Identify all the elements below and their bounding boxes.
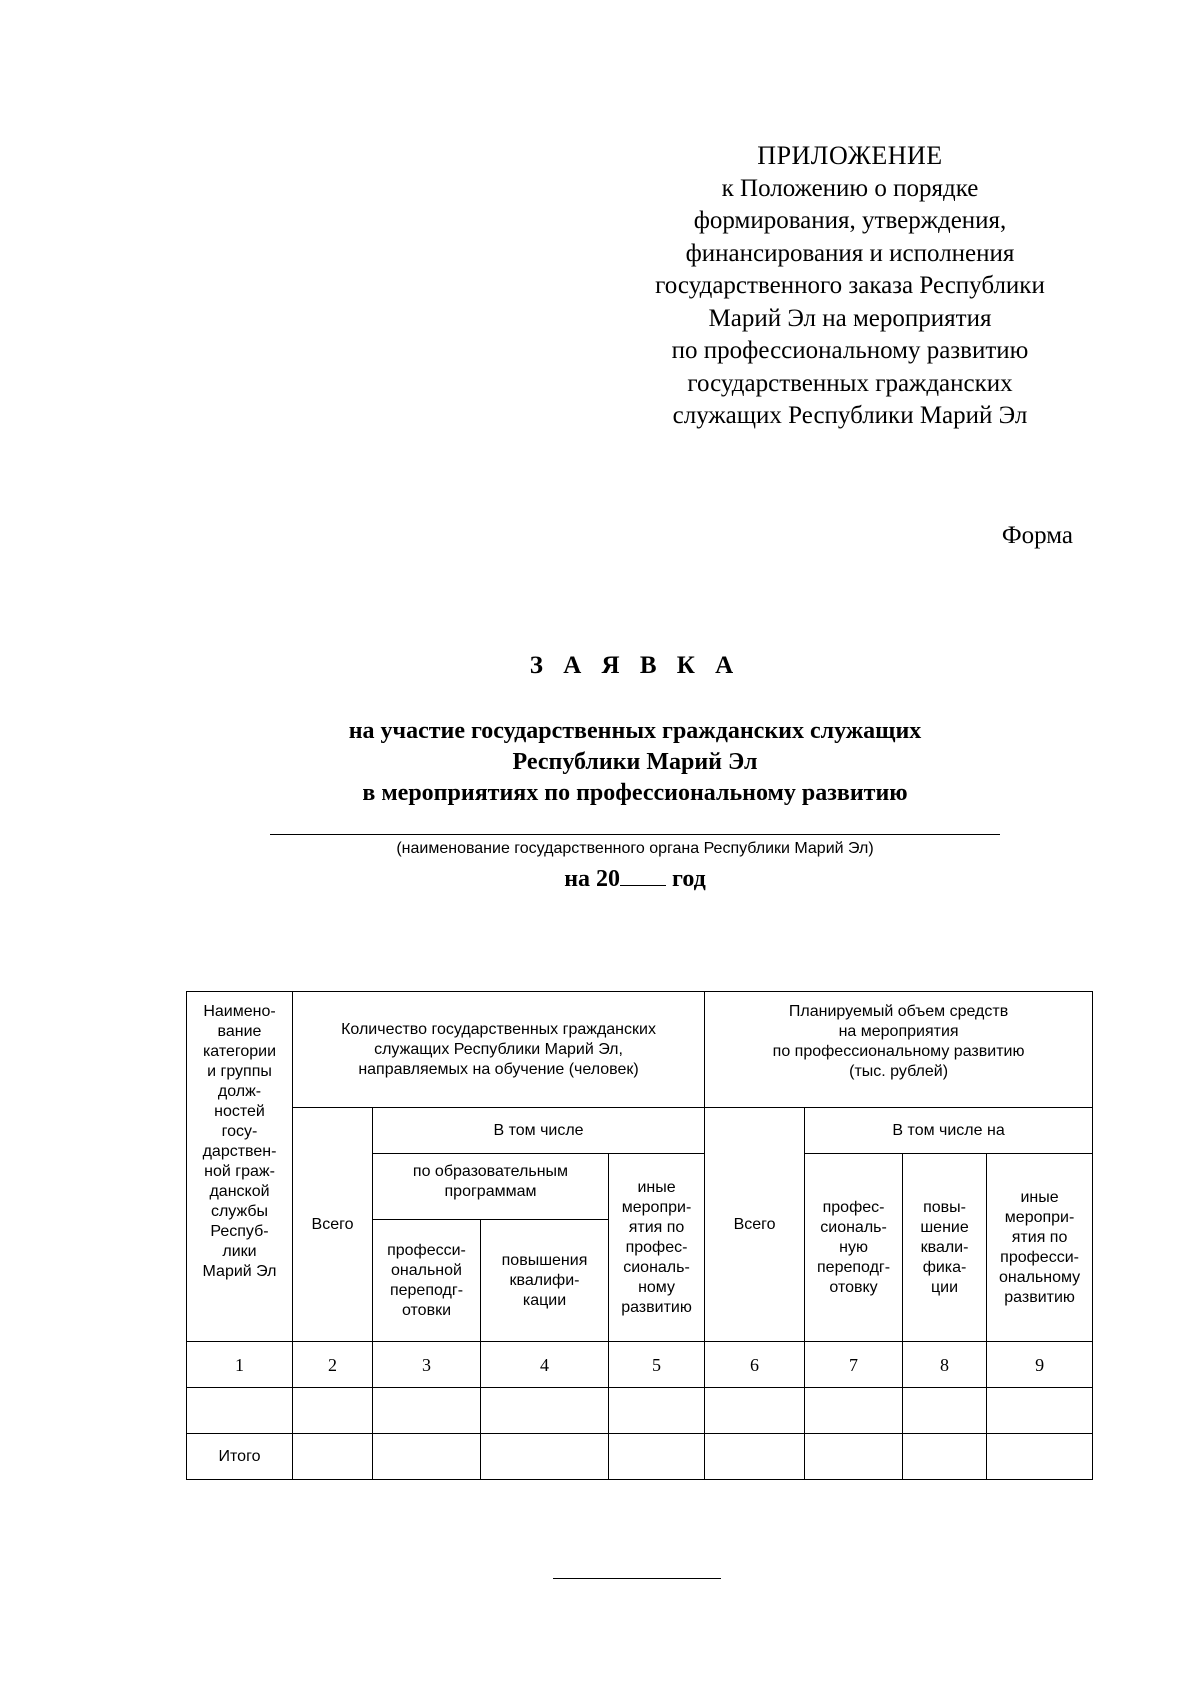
appendix-line: формирования, утверждения, xyxy=(693,207,1007,234)
table-cell[interactable] xyxy=(805,1434,903,1480)
year-prefix: на 20 xyxy=(564,866,621,892)
table-cell[interactable] xyxy=(903,1434,987,1480)
end-divider xyxy=(553,1578,721,1579)
org-name-caption: (наименование государственного органа Республики Марий Эл) xyxy=(396,840,874,857)
table-cell[interactable] xyxy=(805,1388,903,1434)
subtitle-line: на участие государственных гражданских служащих xyxy=(348,718,922,744)
header-qualification-count: повышения квалифи- кации xyxy=(481,1220,609,1342)
table-cell[interactable] xyxy=(705,1388,805,1434)
appendix-line: по профессиональному развитию xyxy=(671,337,1029,364)
table-cell[interactable] xyxy=(293,1388,373,1434)
column-number-row xyxy=(187,1342,1093,1388)
subtitle-line: Республики Марий Эл xyxy=(512,749,758,775)
column-number: 2 xyxy=(293,1342,373,1388)
column-number: 9 xyxy=(987,1342,1093,1388)
appendix-line: государственного заказа Республики xyxy=(655,272,1045,299)
application-table xyxy=(186,991,1093,1480)
column-number: 7 xyxy=(805,1342,903,1388)
column-number: 4 xyxy=(481,1342,609,1388)
header-retraining-funds: профес- сиональ- ную переподг- отовку xyxy=(805,1154,903,1342)
document-title: З А Я В К А xyxy=(529,652,741,679)
form-label: Форма xyxy=(1001,522,1073,549)
total-row-label: Итого xyxy=(187,1434,293,1480)
header-qualification-funds: повы- шение квали- фика- ции xyxy=(903,1154,987,1342)
table-cell[interactable] xyxy=(481,1434,609,1480)
document-subtitle xyxy=(0,716,1200,809)
column-number: 6 xyxy=(705,1342,805,1388)
header-planned-funds: Планируемый объем средств на мероприятия по профессиональному развитию (тыс. рублей) xyxy=(705,992,1093,1108)
table-cell[interactable] xyxy=(987,1388,1093,1434)
header-total-count: Всего xyxy=(293,1108,373,1342)
appendix-line: к Положению о порядке xyxy=(721,174,979,202)
appendix-line: государственных гражданских xyxy=(687,369,1013,397)
table-cell[interactable] xyxy=(903,1388,987,1434)
header-including: В том числе xyxy=(373,1108,705,1154)
year-line xyxy=(0,866,1200,893)
table-cell[interactable] xyxy=(293,1434,373,1480)
table-cell[interactable] xyxy=(187,1388,293,1434)
appendix-line: Марий Эл на мероприятия xyxy=(708,304,992,332)
appendix-line: служащих Республики Марий Эл xyxy=(672,402,1028,429)
appendix-block xyxy=(630,140,1070,433)
header-other-events-count: иные меропри- ятия по профес- сиональ- ному развитию xyxy=(609,1154,705,1342)
header-total-funds: Всего xyxy=(705,1108,805,1342)
table-cell[interactable] xyxy=(609,1388,705,1434)
column-number: 1 xyxy=(187,1342,293,1388)
appendix-line: финансирования и исполнения xyxy=(685,239,1015,267)
header-other-events-funds: иные меропри- ятия по професси- ональному развитию xyxy=(987,1154,1093,1342)
header-retraining-count: професси- ональной переподг- отовки xyxy=(373,1220,481,1342)
column-number: 8 xyxy=(903,1342,987,1388)
table-cell[interactable] xyxy=(987,1434,1093,1480)
table-cell[interactable] xyxy=(609,1434,705,1480)
subtitle-line: в мероприятиях по профессиональному развитию xyxy=(362,780,908,806)
header-by-programs: по образовательным программам xyxy=(373,1154,609,1220)
header-category-name: Наимено- вание категории и группы долж- ностей госу- дарствен- ной граж- данской службы Респуб- лики Марий Эл xyxy=(187,992,293,1342)
year-blank xyxy=(620,867,666,886)
appendix-title: ПРИЛОЖЕНИЕ xyxy=(757,141,943,170)
table-cell[interactable] xyxy=(373,1434,481,1480)
table-cell[interactable] xyxy=(373,1388,481,1434)
column-number: 5 xyxy=(609,1342,705,1388)
table-cell[interactable] xyxy=(481,1388,609,1434)
year-suffix: год xyxy=(672,866,706,892)
column-number: 3 xyxy=(373,1342,481,1388)
org-name-field-line xyxy=(270,834,1000,835)
table-cell[interactable] xyxy=(705,1434,805,1480)
table-row xyxy=(187,1388,1093,1434)
header-employee-count: Количество государственных гражданских служащих Республики Марий Эл, направляемых на обучение (человек) xyxy=(293,992,705,1108)
header-including-on: В том числе на xyxy=(805,1108,1093,1154)
total-row xyxy=(187,1434,1093,1480)
